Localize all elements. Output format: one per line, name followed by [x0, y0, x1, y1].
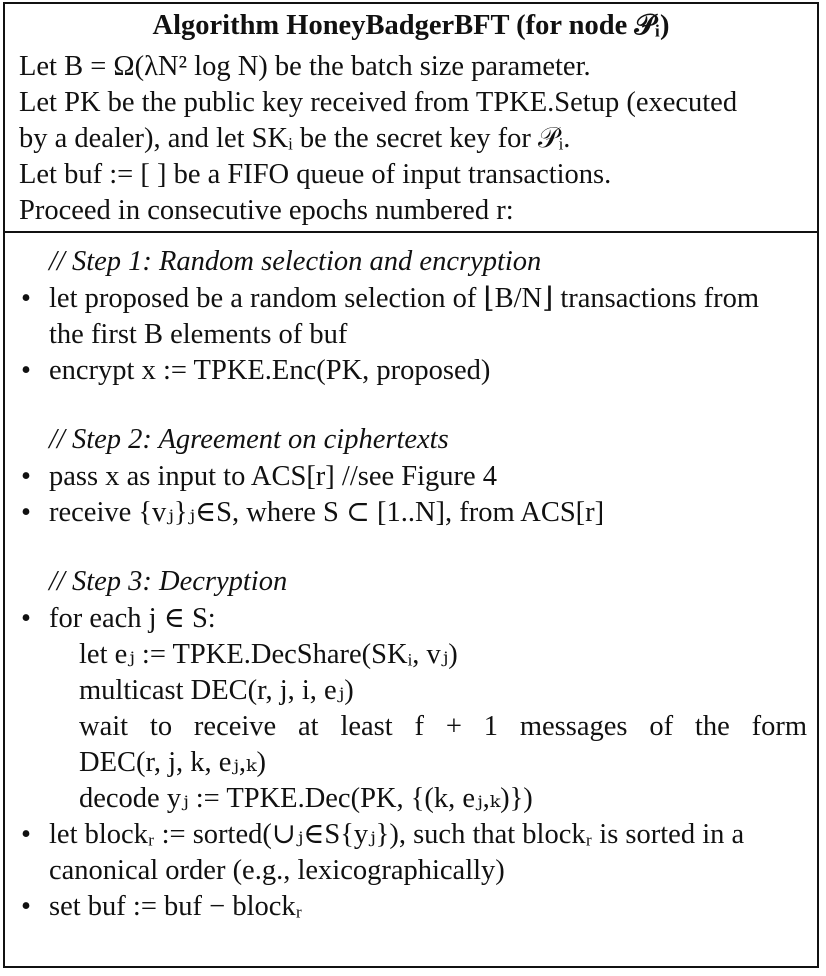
substep-line: decode yⱼ := TPKE.Dec(PK, {(k, eⱼ,ₖ)}): [79, 783, 533, 814]
substep-line: multicast DEC(r, j, i, eⱼ): [79, 675, 354, 706]
bullet-item: [19, 496, 807, 532]
bullet-line: • receive {vⱼ}ⱼ∈S, where S ⊂ [1..N], from ACS[r]: [49, 497, 605, 528]
step-comment: // Step 2: Agreement on ciphertexts: [49, 423, 449, 455]
substep-line: let eⱼ := TPKE.DecShare(SKᵢ, vⱼ): [79, 639, 458, 670]
bullet-item: [19, 354, 807, 390]
algorithm-body: [5, 240, 817, 926]
step-comment: // Step 3: Decryption: [49, 565, 288, 597]
section-divider: [5, 231, 817, 233]
algorithm-title: Algorithm HoneyBadgerBFT (for node 𝒫ᵢ): [152, 10, 670, 41]
bullet-line: • let blockᵣ := sorted(∪ⱼ∈S{yⱼ}), such that blockᵣ is sorted in a: [49, 819, 745, 850]
bullet-line: • encrypt x := TPKE.Enc(PK, proposed): [49, 355, 491, 386]
bullet-item: [19, 460, 807, 496]
bullet-line: • let proposed be a random selection of ⌊B/N⌋ transactions from: [49, 283, 760, 314]
header-line: Let PK be the public key received from TPKE.Setup (executed: [19, 87, 738, 118]
spacer: [19, 532, 807, 560]
algorithm-header: [5, 50, 817, 230]
substep-line: DEC(r, j, k, eⱼ,ₖ): [79, 747, 266, 778]
step-comment: // Step 1: Random selection and encryption: [49, 245, 542, 277]
bullet-line: • for each j ∈ S:: [49, 603, 216, 634]
decryption-substeps: [19, 638, 807, 818]
bullet-line: the first B elements of buf: [49, 319, 348, 350]
bullet-line: • set buf := buf − blockᵣ: [49, 891, 303, 922]
header-line: Proceed in consecutive epochs numbered r:: [19, 195, 514, 226]
bullet-item: [19, 282, 807, 354]
bullet-line: canonical order (e.g., lexicographically): [49, 855, 505, 886]
bullet-item: [19, 818, 807, 890]
bullet-item: [19, 602, 807, 638]
bullet-item: [19, 890, 807, 926]
header-line: Let B = Ω(λN² log N) be the batch size parameter.: [19, 51, 591, 82]
bullet-line: • pass x as input to ACS[r] //see Figure 4: [49, 461, 498, 492]
algorithm-box: [3, 2, 819, 968]
substep-line: wait to receive at least f + 1 messages of the form: [79, 711, 807, 742]
spacer: [19, 390, 807, 418]
header-line: Let buf := [ ] be a FIFO queue of input transactions.: [19, 159, 612, 190]
header-line: by a dealer), and let SKᵢ be the secret key for 𝒫ᵢ.: [19, 123, 571, 154]
